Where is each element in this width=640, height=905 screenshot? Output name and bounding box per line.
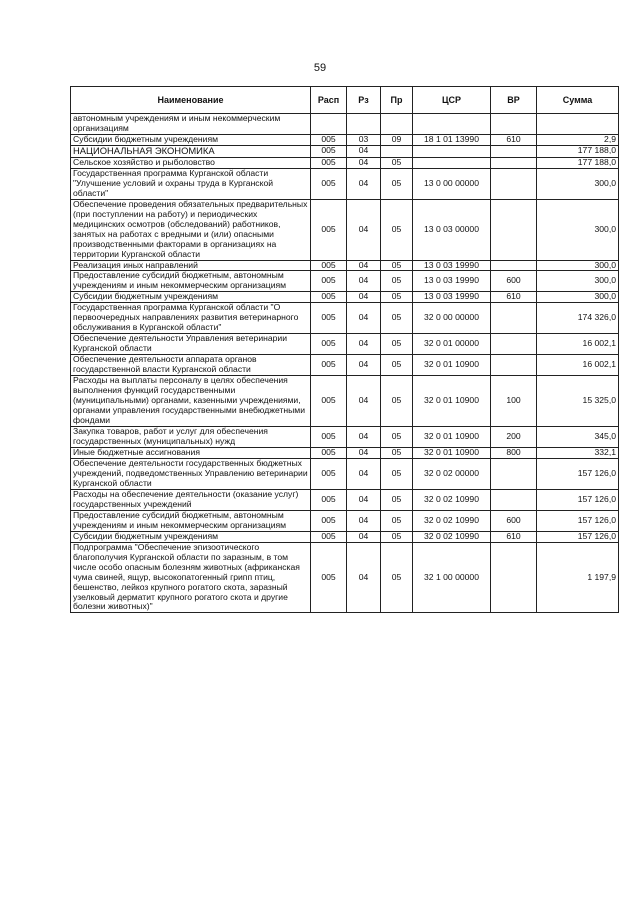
row-rasp <box>311 114 347 135</box>
row-csr: 32 0 01 10900 <box>413 427 491 448</box>
row-pr: 05 <box>381 376 413 427</box>
row-name: Сельское хозяйство и рыболовство <box>71 157 311 168</box>
row-rz: 04 <box>347 510 381 531</box>
row-name: Предоставление субсидий бюджетным, автономным учреждениям и иным некоммерческим организациям <box>71 271 311 292</box>
row-vr <box>491 542 537 613</box>
row-pr <box>381 145 413 157</box>
row-csr: 13 0 03 19990 <box>413 292 491 303</box>
header-rz: Рз <box>347 87 381 114</box>
row-rasp: 005 <box>311 427 347 448</box>
row-rasp: 005 <box>311 334 347 355</box>
row-pr: 05 <box>381 427 413 448</box>
row-rz: 04 <box>347 157 381 168</box>
row-vr: 610 <box>491 134 537 145</box>
row-pr: 05 <box>381 157 413 168</box>
row-vr: 610 <box>491 292 537 303</box>
row-rasp: 005 <box>311 168 347 199</box>
row-csr <box>413 114 491 135</box>
row-pr: 05 <box>381 510 413 531</box>
header-vr: ВР <box>491 87 537 114</box>
row-csr: 13 0 03 19990 <box>413 260 491 271</box>
table-row <box>71 355 619 376</box>
row-rz: 04 <box>347 271 381 292</box>
row-csr <box>413 157 491 168</box>
row-sum: 177 188,0 <box>537 157 619 168</box>
row-rz: 04 <box>347 355 381 376</box>
row-name: Субсидии бюджетным учреждениям <box>71 292 311 303</box>
row-rasp: 005 <box>311 447 347 458</box>
row-name: Подпрограмма "Обеспечение эпизоотического благополучия Курганской области по заразным, в том числе особо опасным болезням животных (африканская чума свиней, ящур, высокопатогенный грипп птиц, бешенство, лейкоз крупного рогатого скота, заразный узелковый дерматит крупного рогатого скота и другие болезни животных)" <box>71 542 311 613</box>
row-vr: 200 <box>491 427 537 448</box>
table-row <box>71 489 619 510</box>
page-number: 59 <box>313 62 327 74</box>
row-rz: 04 <box>347 168 381 199</box>
row-pr: 05 <box>381 334 413 355</box>
row-rasp: 005 <box>311 260 347 271</box>
row-rasp: 005 <box>311 355 347 376</box>
row-rz: 04 <box>347 292 381 303</box>
row-sum: 177 188,0 <box>537 145 619 157</box>
row-vr <box>491 114 537 135</box>
row-pr: 05 <box>381 489 413 510</box>
row-name: Обеспечение деятельности государственных бюджетных учреждений, подведомственных Управлению ветеринарии Курганской области <box>71 458 311 489</box>
row-name: Государственная программа Курганской области "О первоочередных направлениях развития ветеринарного обслуживания в Курганской области" <box>71 303 311 334</box>
row-pr: 05 <box>381 168 413 199</box>
row-rz: 04 <box>347 447 381 458</box>
row-rz: 04 <box>347 376 381 427</box>
row-name: Обеспечение деятельности аппарата органов государственной власти Курганской области <box>71 355 311 376</box>
row-rasp: 005 <box>311 531 347 542</box>
row-pr: 05 <box>381 447 413 458</box>
row-rasp: 005 <box>311 303 347 334</box>
row-sum: 300,0 <box>537 292 619 303</box>
row-csr: 32 0 01 10900 <box>413 355 491 376</box>
table-row <box>71 271 619 292</box>
row-sum: 157 126,0 <box>537 510 619 531</box>
row-pr: 05 <box>381 292 413 303</box>
row-vr <box>491 303 537 334</box>
row-rz: 04 <box>347 334 381 355</box>
table-row <box>71 292 619 303</box>
header-name: Наименование <box>71 87 311 114</box>
row-rasp: 005 <box>311 157 347 168</box>
table-row <box>71 376 619 427</box>
row-sum: 1 197,9 <box>537 542 619 613</box>
row-csr: 32 0 00 00000 <box>413 303 491 334</box>
row-pr: 05 <box>381 271 413 292</box>
row-sum: 300,0 <box>537 271 619 292</box>
row-vr <box>491 157 537 168</box>
header-sum: Сумма <box>537 87 619 114</box>
row-sum: 157 126,0 <box>537 458 619 489</box>
table-row <box>71 458 619 489</box>
table-row <box>71 531 619 542</box>
row-sum: 16 002,1 <box>537 334 619 355</box>
row-pr: 05 <box>381 303 413 334</box>
row-vr <box>491 199 537 260</box>
table-row <box>71 334 619 355</box>
row-pr: 05 <box>381 542 413 613</box>
row-csr: 32 0 01 10900 <box>413 447 491 458</box>
row-rasp: 005 <box>311 510 347 531</box>
table-row <box>71 157 619 168</box>
row-name: Расходы на обеспечение деятельности (оказание услуг) государственных учреждений <box>71 489 311 510</box>
row-rz: 04 <box>347 542 381 613</box>
table-row <box>71 260 619 271</box>
row-name: автономным учреждениям и иным некоммерческим организациям <box>71 114 311 135</box>
row-csr: 32 0 02 10990 <box>413 531 491 542</box>
row-vr <box>491 458 537 489</box>
row-name: Иные бюджетные ассигнования <box>71 447 311 458</box>
row-csr: 13 0 03 19990 <box>413 271 491 292</box>
header-rasp: Расп <box>311 87 347 114</box>
row-rz: 04 <box>347 458 381 489</box>
row-sum: 15 325,0 <box>537 376 619 427</box>
row-rz: 04 <box>347 199 381 260</box>
row-sum: 300,0 <box>537 168 619 199</box>
row-vr: 600 <box>491 510 537 531</box>
row-csr <box>413 145 491 157</box>
row-csr: 32 0 01 00000 <box>413 334 491 355</box>
row-vr <box>491 145 537 157</box>
row-name: Предоставление субсидий бюджетным, автономным учреждениям и иным некоммерческим организациям <box>71 510 311 531</box>
row-pr: 05 <box>381 199 413 260</box>
row-sum: 157 126,0 <box>537 489 619 510</box>
table-row <box>71 427 619 448</box>
row-sum: 345,0 <box>537 427 619 448</box>
row-rz <box>347 114 381 135</box>
table-row <box>71 168 619 199</box>
row-rz: 04 <box>347 489 381 510</box>
header-csr: ЦСР <box>413 87 491 114</box>
row-csr: 32 0 01 10900 <box>413 376 491 427</box>
row-sum: 2,9 <box>537 134 619 145</box>
row-vr <box>491 489 537 510</box>
row-name: НАЦИОНАЛЬНАЯ ЭКОНОМИКА <box>71 145 311 157</box>
row-rz: 03 <box>347 134 381 145</box>
row-name: Расходы на выплаты персоналу в целях обеспечения выполнения функций государственными (муниципальными) органами, казенными учреждениями, органами управления государственными внебюджетными фондами <box>71 376 311 427</box>
row-name: Субсидии бюджетным учреждениям <box>71 134 311 145</box>
row-sum: 300,0 <box>537 260 619 271</box>
row-csr: 13 0 00 00000 <box>413 168 491 199</box>
row-rasp: 005 <box>311 458 347 489</box>
row-vr <box>491 334 537 355</box>
row-name: Закупка товаров, работ и услуг для обеспечения государственных (муниципальных) нужд <box>71 427 311 448</box>
table-header-row <box>71 87 619 114</box>
row-vr: 800 <box>491 447 537 458</box>
table-row <box>71 542 619 613</box>
row-csr: 32 1 00 00000 <box>413 542 491 613</box>
row-pr: 09 <box>381 134 413 145</box>
row-csr: 32 0 02 10990 <box>413 489 491 510</box>
row-rz: 04 <box>347 427 381 448</box>
row-rz: 04 <box>347 145 381 157</box>
row-rasp: 005 <box>311 489 347 510</box>
table-row <box>71 199 619 260</box>
row-sum: 174 326,0 <box>537 303 619 334</box>
row-rasp: 005 <box>311 134 347 145</box>
row-rasp: 005 <box>311 271 347 292</box>
table-row <box>71 145 619 157</box>
row-sum: 16 002,1 <box>537 355 619 376</box>
row-name: Реализация иных направлений <box>71 260 311 271</box>
row-sum: 300,0 <box>537 199 619 260</box>
row-pr: 05 <box>381 531 413 542</box>
row-rz: 04 <box>347 531 381 542</box>
row-rz: 04 <box>347 260 381 271</box>
row-rasp: 005 <box>311 199 347 260</box>
row-vr: 100 <box>491 376 537 427</box>
row-rasp: 005 <box>311 542 347 613</box>
row-vr <box>491 260 537 271</box>
table-row <box>71 447 619 458</box>
table-row <box>71 303 619 334</box>
row-name: Субсидии бюджетным учреждениям <box>71 531 311 542</box>
row-pr: 05 <box>381 260 413 271</box>
row-sum: 157 126,0 <box>537 531 619 542</box>
row-sum <box>537 114 619 135</box>
header-pr: Пр <box>381 87 413 114</box>
budget-table <box>70 86 619 613</box>
row-vr: 610 <box>491 531 537 542</box>
table-row <box>71 134 619 145</box>
row-csr: 18 1 01 13990 <box>413 134 491 145</box>
row-sum: 332,1 <box>537 447 619 458</box>
row-csr: 32 0 02 00000 <box>413 458 491 489</box>
row-vr <box>491 168 537 199</box>
table-row <box>71 114 619 135</box>
row-csr: 13 0 03 00000 <box>413 199 491 260</box>
table-row <box>71 510 619 531</box>
row-pr <box>381 114 413 135</box>
row-vr <box>491 355 537 376</box>
row-pr: 05 <box>381 355 413 376</box>
row-pr: 05 <box>381 458 413 489</box>
row-vr: 600 <box>491 271 537 292</box>
row-rasp: 005 <box>311 376 347 427</box>
row-rasp: 005 <box>311 292 347 303</box>
row-name: Обеспечение проведения обязательных предварительных (при поступлении на работу) и периодических медицинских осмотров (обследований) работников, занятых на работах с вредными и (или) опасными производственными факторами в организациях на территории Курганской области <box>71 199 311 260</box>
row-rz: 04 <box>347 303 381 334</box>
row-name: Государственная программа Курганской области "Улучшение условий и охраны труда в Курганской области" <box>71 168 311 199</box>
row-csr: 32 0 02 10990 <box>413 510 491 531</box>
row-rasp: 005 <box>311 145 347 157</box>
row-name: Обеспечение деятельности Управления ветеринарии Курганской области <box>71 334 311 355</box>
